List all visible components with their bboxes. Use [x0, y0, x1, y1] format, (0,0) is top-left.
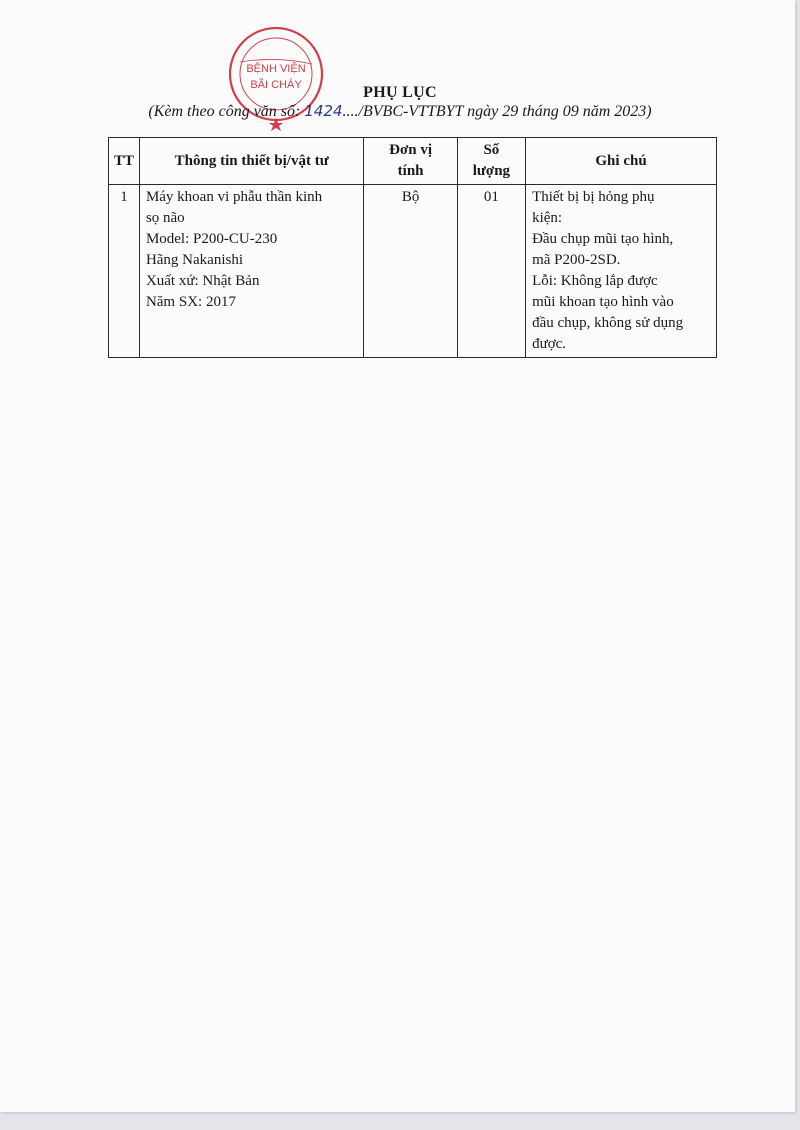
note-line: Lỗi: Không lắp được [532, 273, 658, 289]
col-header-qty [457, 138, 525, 185]
note-line: kiện: [532, 210, 563, 226]
col-header-unit [364, 138, 457, 185]
info-line: Xuất xứ: Nhật Bản [145, 273, 260, 289]
document-subtitle [0, 102, 800, 121]
note-line: Thiết bị bị hỏng phụ [532, 189, 655, 205]
note-line: đầu chụp, không sử dụng [532, 315, 684, 331]
cell-info [139, 185, 364, 358]
note-line: được. [532, 336, 567, 352]
table-header-row [109, 138, 717, 185]
handwritten-doc-number: 1424 [304, 102, 343, 120]
stamp-text-line1: BỆNH VIỆN [246, 63, 306, 75]
cell-tt: 1 [109, 185, 140, 358]
cell-unit: Bộ [364, 185, 457, 358]
cell-qty: 01 [457, 185, 525, 358]
stamp-text-line2: BÃI CHÁY [250, 79, 302, 91]
equipment-table [108, 137, 717, 358]
col-header-info: Thông tin thiết bị/vật tư [139, 138, 364, 185]
col-header-tt: TT [109, 138, 140, 185]
col-header-note: Ghi chú [526, 138, 717, 185]
note-line: mũi khoan tạo hình vào [532, 294, 674, 310]
info-line: Máy khoan vi phẫu thần kinh [145, 189, 323, 205]
note-line: mã P200-2SD. [532, 252, 621, 268]
table-row [109, 185, 717, 358]
col-header-qty-line2: lượng [472, 163, 511, 179]
note-line: Đầu chụp mũi tạo hình, [532, 231, 674, 247]
col-header-unit-line1: Đơn vị [389, 142, 433, 158]
document-title: PHỤ LỤC [363, 84, 437, 101]
col-header-qty-line1: Số [483, 142, 500, 158]
info-line: Năm SX: 2017 [145, 294, 236, 310]
subtitle-prefix: (Kèm theo công văn số: [148, 103, 305, 120]
subtitle-suffix: ..../BVBC-VTTBYT ngày 29 tháng 09 năm 2023) [342, 103, 652, 120]
info-line: Hãng Nakanishi [145, 252, 243, 268]
info-line: Model: P200-CU-230 [145, 231, 278, 247]
info-line: sọ não [145, 210, 185, 226]
cell-note [526, 185, 717, 358]
col-header-unit-line2: tính [397, 163, 424, 179]
